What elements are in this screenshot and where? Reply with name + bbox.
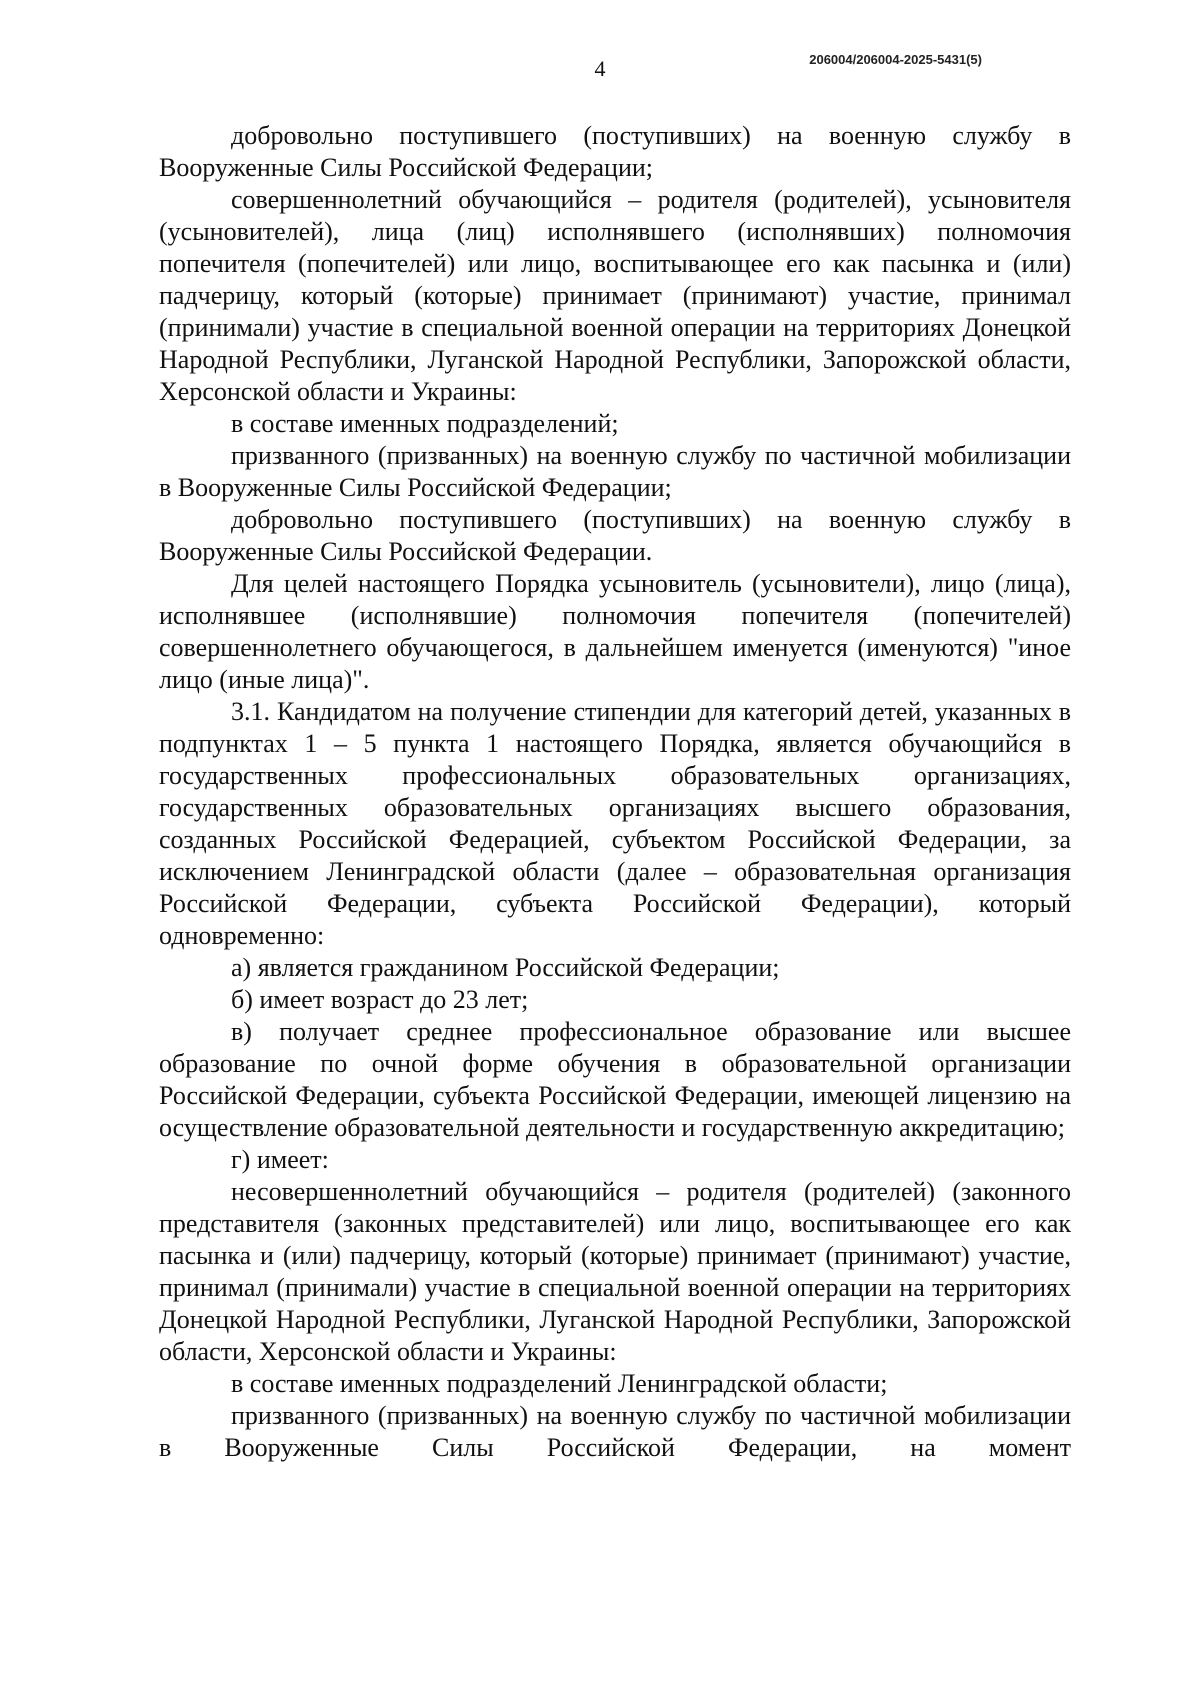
document-body (159, 120, 1071, 1464)
document-id: 206004/206004-2025-5431(5) (809, 52, 982, 67)
paragraph: в составе именных подразделений Ленинградской области; (231, 1369, 888, 1398)
paragraph: призванного (призванных) на военную службу по частичной мобилизации в Вооруженные Силы Российской Федерации; (159, 441, 1071, 502)
paragraph: совершеннолетний обучающийся – родителя (родителей), усыновителя (усыновителей), лица (лиц) исполнявшего (исполнявших) полномочия попечителя (попечителей) или лицо, воспитывающее его как пасынка и (или) падчерицу, который (которые) принимает (принимают) участие, принимал (принимали) участие в специальной военной операции на территориях Донецкой Народной Республики, Луганской Народной Республики, Запорожской области, Херсонской области и Украины: (159, 185, 1071, 406)
paragraph: б) имеет возраст до 23 лет; (231, 985, 529, 1014)
paragraph: 3.1. Кандидатом на получение стипендии для категорий детей, указанных в подпунктах 1 – 5 пункта 1 настоящего Порядка, является обучающийся в государственных профессиональных образовательных организациях, государственных образовательных организациях высшего образования, созданных Российской Федерацией, субъектом Российской Федерации, за исключением Ленинградской области (далее – образовательная организация Российской Федерации, субъекта Российской Федерации), который одновременно: (159, 697, 1071, 950)
page-number: 4 (594, 56, 606, 81)
paragraph: а) является гражданином Российской Федерации; (231, 953, 780, 982)
paragraph: в составе именных подразделений; (231, 409, 619, 438)
paragraph: несовершеннолетний обучающийся – родителя (родителей) (законного представителя (законных представителей) или лицо, воспитывающее его как пасынка и (или) падчерицу, который (которые) принимает (принимают) участие, принимал (принимали) участие в специальной военной операции на территориях Донецкой Народной Республики, Луганской Народной Республики, Запорожской области, Херсонской области и Украины: (159, 1177, 1071, 1366)
paragraph: Для целей настоящего Порядка усыновитель (усыновители), лицо (лица), исполнявшее (исполнявшие) полномочия попечителя (попечителей) совершеннолетнего обучающегося, в дальнейшем именуется (именуются) "иное лицо (иные лица)". (159, 569, 1071, 694)
paragraph: г) имеет: (231, 1145, 329, 1174)
paragraph: в) получает среднее профессиональное образование или высшее образование по очной форме обучения в образовательной организации Российской Федерации, субъекта Российской Федерации, имеющей лицензию на осуществление образовательной деятельности и государственную аккредитацию; (159, 1017, 1071, 1142)
paragraph: добровольно поступившего (поступивших) на военную службу в Вооруженные Силы Российской Федерации; (159, 121, 1071, 182)
paragraph: призванного (призванных) на военную службу по частичной мобилизации в Вооруженные Силы Российской Федерации, на момент (159, 1401, 1071, 1462)
paragraph: добровольно поступившего (поступивших) на военную службу в Вооруженные Силы Российской Федерации. (159, 505, 1071, 566)
